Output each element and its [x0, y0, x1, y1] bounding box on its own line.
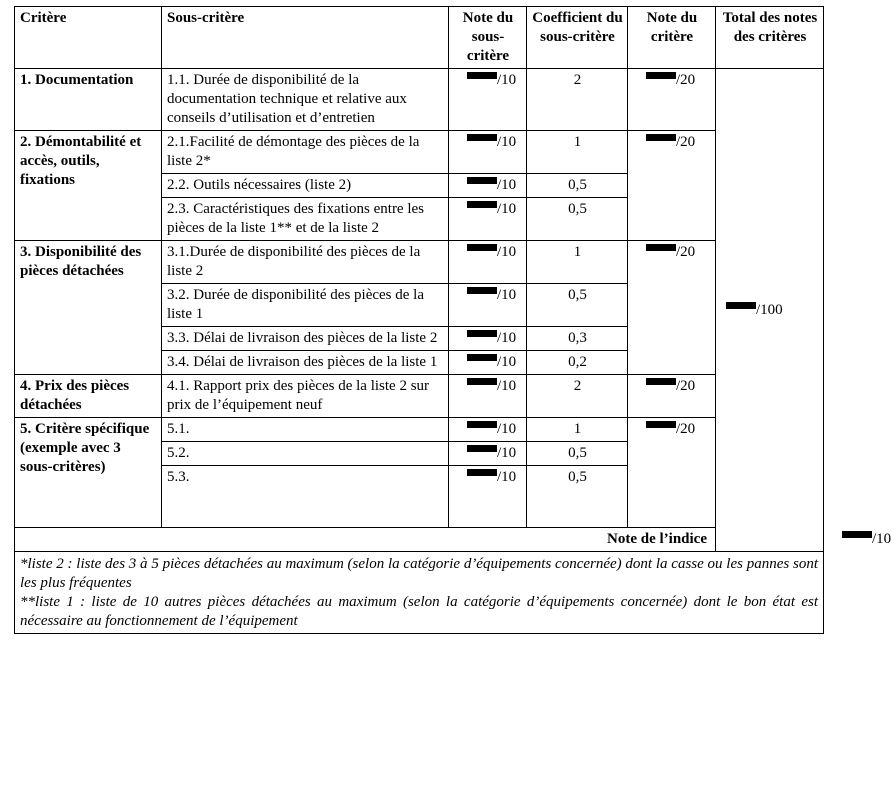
- sub-criterion-coef: 1: [527, 131, 628, 174]
- header-coefficient: Coefficient du sous-critère: [527, 7, 628, 69]
- redaction-bar: [467, 330, 497, 337]
- footnote-liste-2: *liste 2 : liste des 3 à 5 pièces détachées au maximum (selon la catégorie d’équipements concernée) dont la casse ou les pannes sont les plus fréquentes: [20, 556, 818, 591]
- criterion-note: /20: [628, 241, 716, 375]
- sub-criterion-label: 3.1.Durée de disponibilité des pièces de la liste 2: [162, 241, 449, 284]
- criterion-5-name: 5. Critère spécifique (exemple avec 3 sous-critères): [15, 418, 162, 528]
- sub-criterion-label: 5.1.: [162, 418, 449, 442]
- sub-criterion-coef: 0,5: [527, 198, 628, 241]
- sub-criterion-coef: 0,2: [527, 351, 628, 375]
- redaction-bar: [646, 378, 676, 385]
- criterion-3-name: 3. Disponibilité des pièces détachées: [15, 241, 162, 375]
- table-row: [15, 131, 824, 174]
- redaction-bar: [646, 244, 676, 251]
- redaction-bar: [467, 445, 497, 452]
- sub-criterion-coef: 0,3: [527, 327, 628, 351]
- redaction-bar: [842, 531, 872, 538]
- sub-criterion-coef: 0,5: [527, 174, 628, 198]
- sub-criterion-coef: 0,5: [527, 284, 628, 327]
- sub-criterion-note: /10: [449, 418, 527, 442]
- header-note-sous-critere: Note du sous-critère: [449, 7, 527, 69]
- table-row: [15, 69, 824, 131]
- redaction-bar: [467, 287, 497, 294]
- sub-criterion-label: 5.3.: [162, 466, 449, 490]
- sub-criterion-coef: 1: [527, 241, 628, 284]
- criterion-2-name: 2. Démontabilité et accès, outils, fixations: [15, 131, 162, 241]
- header-note-critere: Note du critère: [628, 7, 716, 69]
- footnotes-row: [15, 552, 824, 634]
- redaction-bar: [646, 134, 676, 141]
- empty-cell: [527, 489, 628, 528]
- redaction-bar: [467, 72, 497, 79]
- redaction-bar: [467, 201, 497, 208]
- redaction-bar: [467, 421, 497, 428]
- sub-criterion-note: /10: [449, 69, 527, 131]
- criterion-note: /20: [628, 131, 716, 241]
- sub-criterion-note: /10: [449, 375, 527, 418]
- footnotes: [15, 552, 824, 634]
- criterion-note: /20: [628, 375, 716, 418]
- sub-criterion-coef: 2: [527, 69, 628, 131]
- criteria-table: [14, 6, 891, 634]
- indice-row: Note de l’indice /10: [15, 528, 824, 552]
- table-row: [15, 241, 824, 284]
- sub-criterion-coef: 1: [527, 418, 628, 442]
- sub-criterion-label: 3.2. Durée de disponibilité des pièces de la liste 1: [162, 284, 449, 327]
- redaction-bar: [646, 421, 676, 428]
- header-total: Total des notes des critères: [716, 7, 824, 69]
- sub-criterion-note: /10: [449, 131, 527, 174]
- sub-criterion-label: 5.2.: [162, 442, 449, 466]
- sub-criterion-note: /10: [449, 466, 527, 490]
- sub-criterion-note: /10: [449, 284, 527, 327]
- sub-criterion-note: /10: [449, 351, 527, 375]
- sub-criterion-label: 2.1.Facilité de démontage des pièces de la liste 2*: [162, 131, 449, 174]
- empty-cell: [162, 489, 449, 528]
- redaction-bar: [646, 72, 676, 79]
- indice-label: Note de l’indice: [15, 528, 716, 552]
- sub-criterion-label: 4.1. Rapport prix des pièces de la liste 2 sur prix de l’équipement neuf: [162, 375, 449, 418]
- criterion-4-name: 4. Prix des pièces détachées: [15, 375, 162, 418]
- total-notes: /100: [716, 69, 824, 552]
- sub-criterion-coef: 0,5: [527, 442, 628, 466]
- sub-criterion-note: /10: [449, 442, 527, 466]
- sub-criterion-label: 3.3. Délai de livraison des pièces de la liste 2: [162, 327, 449, 351]
- redaction-bar: [467, 469, 497, 476]
- sub-criterion-coef: 0,5: [527, 466, 628, 490]
- redaction-bar: [467, 354, 497, 361]
- sub-criterion-coef: 2: [527, 375, 628, 418]
- redaction-bar: [467, 244, 497, 251]
- header-critere: Critère: [15, 7, 162, 69]
- sub-criterion-label: 1.1. Durée de disponibilité de la documentation technique et relative aux conseils d’utilisation et d’entretien: [162, 69, 449, 131]
- criterion-note: /20: [628, 418, 716, 528]
- redaction-bar: [726, 302, 756, 309]
- header-sous-critere: Sous-critère: [162, 7, 449, 69]
- criteria-table-container: [14, 6, 891, 634]
- sub-criterion-label: 2.3. Caractéristiques des fixations entre les pièces de la liste 1** et de la liste 2: [162, 198, 449, 241]
- criterion-note: /20: [628, 69, 716, 131]
- sub-criterion-note: /10: [449, 198, 527, 241]
- empty-cell: [449, 489, 527, 528]
- redaction-bar: [467, 177, 497, 184]
- sub-criterion-label: 2.2. Outils nécessaires (liste 2): [162, 174, 449, 198]
- table-row: [15, 418, 824, 442]
- table-row: [15, 375, 824, 418]
- header-row: [15, 7, 824, 69]
- footnote-liste-1: **liste 1 : liste de 10 autres pièces détachées au maximum (selon la catégorie d’équipements concernée) dont le bon état est nécessaire au fonctionnement de l’équipement: [20, 594, 818, 629]
- sub-criterion-note: /10: [449, 174, 527, 198]
- criterion-1-name: 1. Documentation: [15, 69, 162, 131]
- redaction-bar: [467, 134, 497, 141]
- redaction-bar: [467, 378, 497, 385]
- sub-criterion-label: 3.4. Délai de livraison des pièces de la liste 1: [162, 351, 449, 375]
- sub-criterion-note: /10: [449, 327, 527, 351]
- sub-criterion-note: /10: [449, 241, 527, 284]
